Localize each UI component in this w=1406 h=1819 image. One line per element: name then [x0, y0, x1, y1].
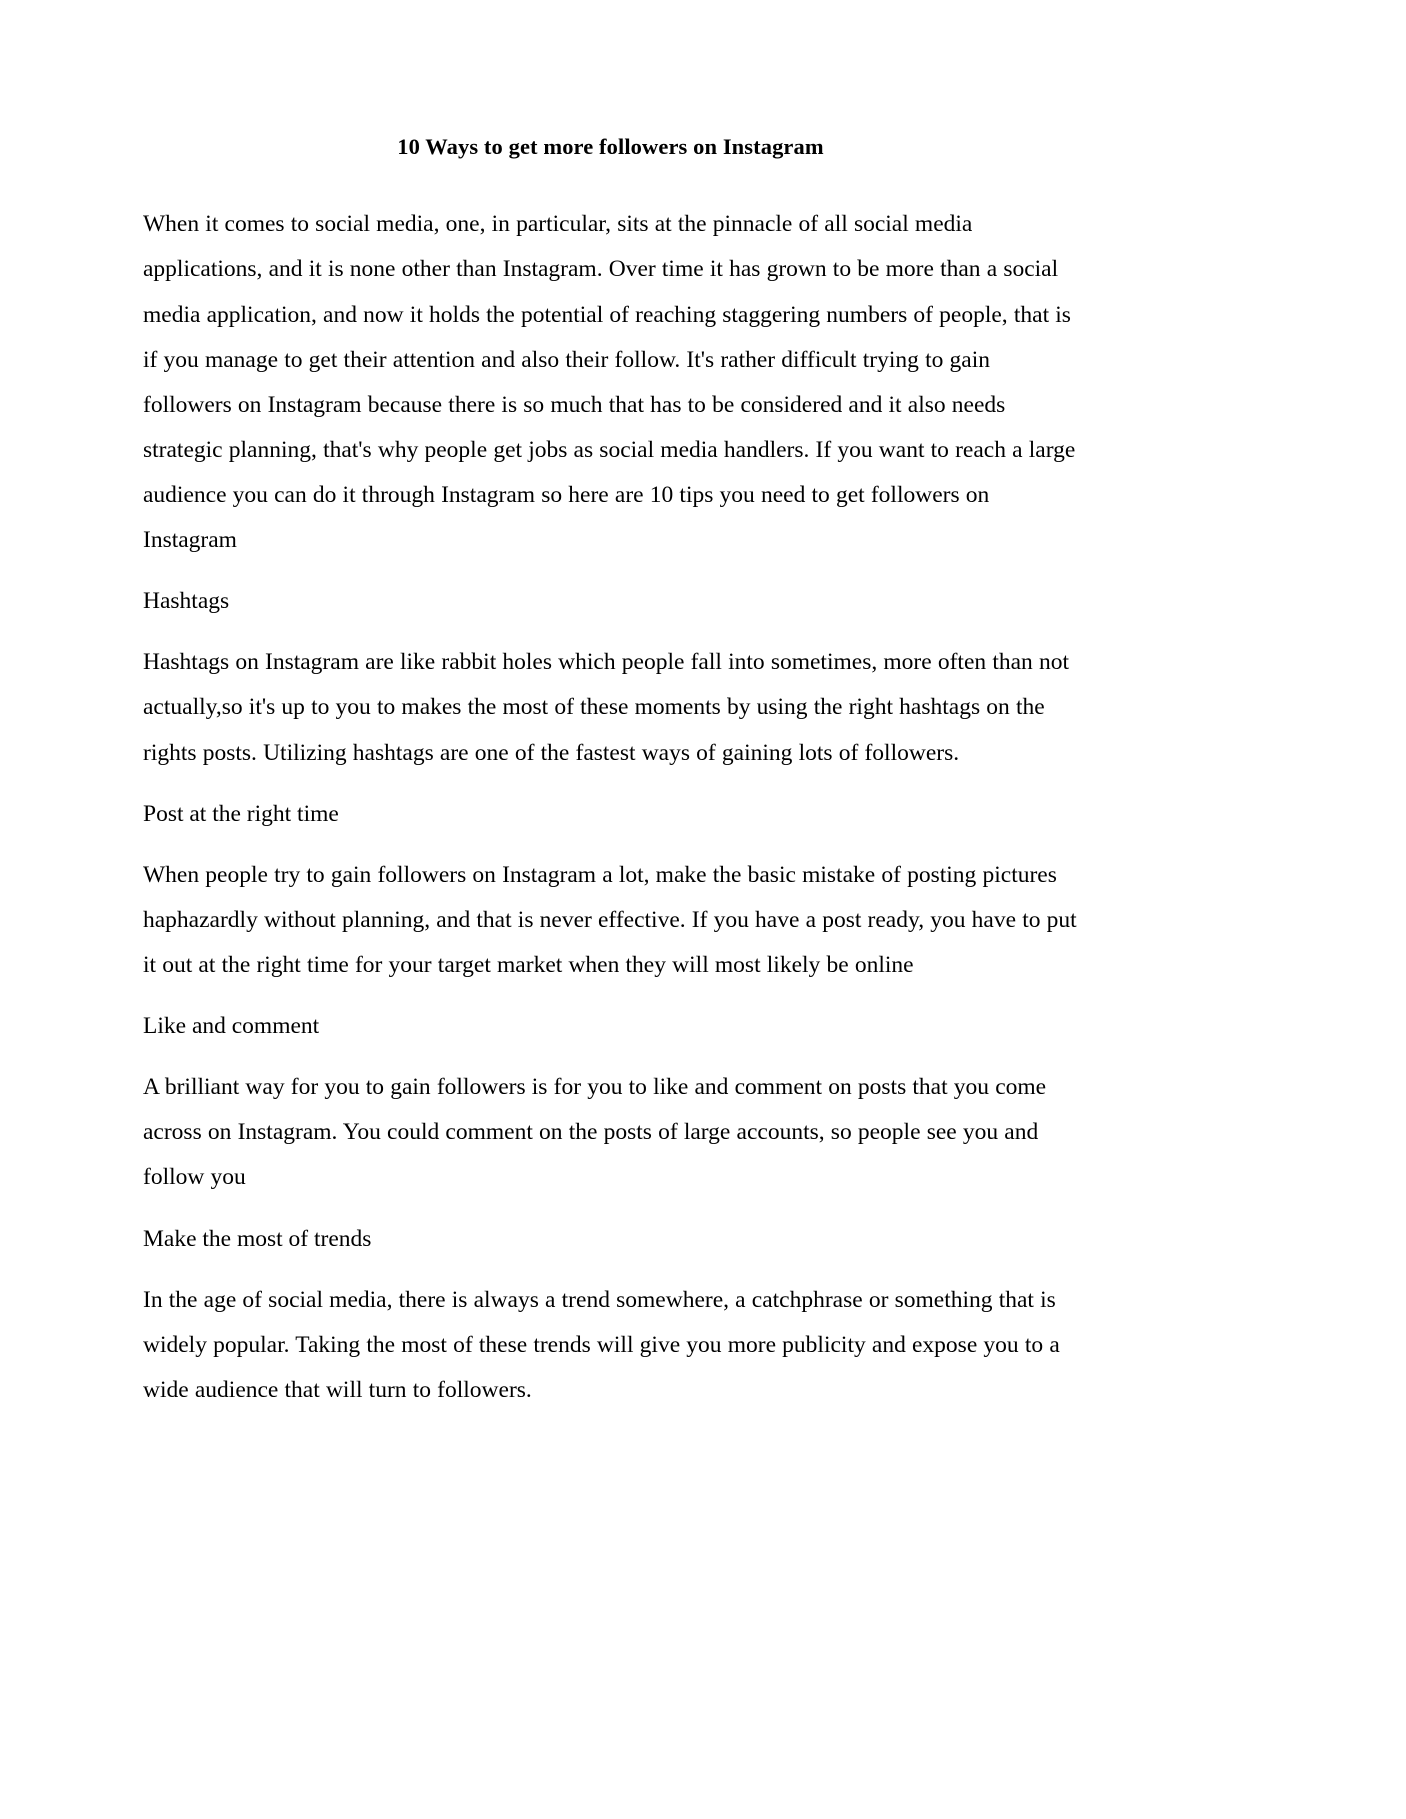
- section-heading-post-at-the-right-time: Post at the right time: [143, 800, 339, 827]
- page-title: 10 Ways to get more followers on Instagram: [397, 134, 824, 159]
- document-content: [143, 202, 1078, 1413]
- make-the-most-of-trends-paragraph: In the age of social media, there is always a trend somewhere, a catchphrase or something that is widely popular. Taking the most of these trends will give you more publicity and expose you to a wide audience that will turn to followers.: [143, 1286, 1060, 1403]
- hashtags-paragraph: Hashtags on Instagram are like rabbit holes which people fall into sometimes, more often than not actually,so it's up to you to makes the most of these moments by using the right hashtags on the rights posts. Utilizing hashtags are one of the fastest ways of gaining lots of followers.: [143, 649, 1069, 766]
- section-heading-like-and-comment: Like and comment: [143, 1013, 320, 1040]
- post-at-the-right-time-paragraph: When people try to gain followers on Instagram a lot, make the basic mistake of posting pictures haphazardly without planning, and that is never effective. If you have a post ready, you have to put it out at the right time for your target market when they will most likely be online: [143, 861, 1077, 979]
- like-and-comment-paragraph: A brilliant way for you to gain followers is for you to like and comment on posts that you come across on Instagram. You could comment on the posts of large accounts, so people see you and follow you: [143, 1074, 1047, 1191]
- section-heading-make-the-most-of-trends: Make the most of trends: [143, 1225, 372, 1252]
- intro-paragraph: When it comes to social media, one, in particular, sits at the pinnacle of all social media applications, and it is none other than Instagram. Over time it has grown to be more than a social media application, and now it holds the potential of reaching staggering numbers of people, that is if you manage to get their attention and also their follow. It's rather difficult trying to gain followers on Instagram because there is so much that has to be considered and it also needs strategic planning, that's why people get jobs as social media handlers. If you want to reach a large audience you can do it through Instagram so here are 10 tips you need to get followers on Instagram: [143, 211, 1076, 554]
- section-heading-hashtags: Hashtags: [143, 588, 230, 615]
- document-body: [143, 132, 1078, 1429]
